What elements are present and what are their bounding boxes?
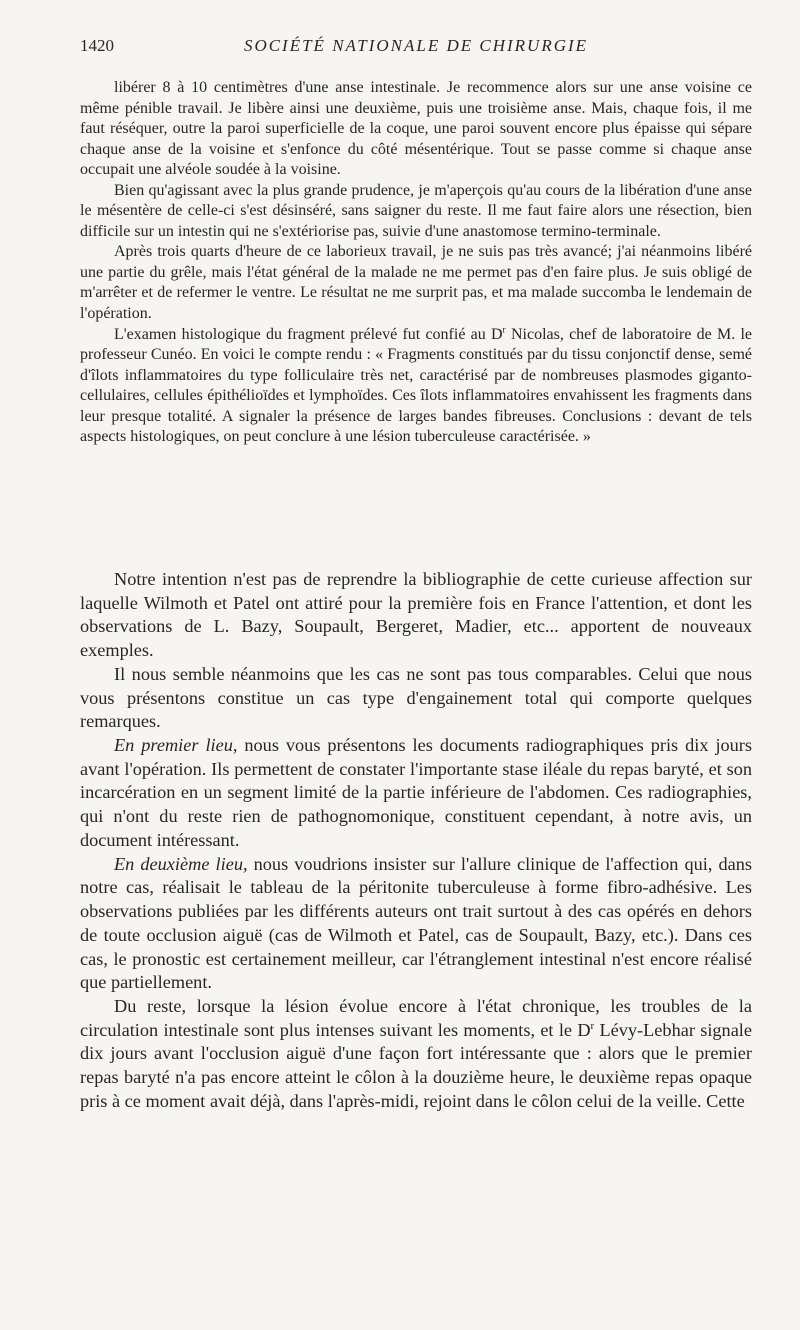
page-header <box>80 36 752 60</box>
paragraph: Notre intention n'est pas de reprendre la bibliographie de cette curieuse affection sur laquelle Wilmoth et Patel ont attiré pour la première fois en France l'attention, et dont les observations de L. Bazy, Soupault, Bergeret, Madier, etc... apportent de nouveaux exemples. <box>80 569 752 661</box>
italic-lead: En premier lieu <box>114 735 233 756</box>
superscript: r <box>590 1019 595 1032</box>
paragraph: Bien qu'agissant avec la plus grande prudence, je m'aperçois qu'au cours de la libération d'une anse le mésentère de celle-ci s'est désinséré, sans saigner du reste. Il me faut faire alors une résection, bien difficile sur un intestin qui ne s'extériorise pas, suivie d'une anastomose termino-terminale. <box>80 181 752 240</box>
text-run: , nous vous présentons les documents radiographiques pris dix jours avant l'opération. Ils permettent de constater l'importante stase iléale du repas baryté, et son incarcération en un segment limité de la partie inférieure de l'abdomen. Ces radiographies, qui n'ont du reste rien de pathognomonique, constituent cependant, à notre avis, un document intéressant. <box>80 735 753 850</box>
text-run: Lévy-Lebhar signale dix jours avant l'occlusion aiguë d'une façon fort intéressante que : alors que le premier repas baryté n'a pas encore atteint le côlon à la douzième heure, le deuxième repas opaque pris à ce moment avait déjà, dans l'après-midi, rejoint dans le côlon celui de la veille. Cette <box>80 1019 752 1111</box>
page-number: 1420 <box>80 36 114 55</box>
paragraph <box>80 853 752 995</box>
paragraph <box>80 734 752 853</box>
paragraph: Après trois quarts d'heure de ce laborieux travail, je ne suis pas très avancé; j'ai néanmoins libéré une partie du grêle, mais l'état général de la malade ne me permet pas d'en faire plus. Je suis obligé de m'arrêter et de refermer le ventre. Le résultat ne me surprit pas, et ma malade succomba le lendemain de l'opération. <box>80 243 752 323</box>
text-run: L'examen histologique du fragment prélevé fut confié au D <box>114 325 503 343</box>
text-run: Nicolas, chef de laboratoire de M. le professeur Cunéo. En voici le compte rendu : « Fragments constitués par du tissu conjonctif dense, semé d'îlots inflammatoires du type folliculaire très net, caractérisé par de nombreuses plasmodes giganto-cellulaires, cellules épithélioïdes et lymphoïdes. Ces îlots inflammatoires envahissent les fragments dans leur presque totalité. A signaler la présence de larges bandes fibreuses. Conclusions : devant de tels aspects histologiques, on peut conclure à une lésion tuberculeuse caractérisée. » <box>80 325 752 446</box>
paragraph: libérer 8 à 10 centimètres d'une anse intestinale. Je recommence alors sur une anse voisine ce même pénible travail. Je libère ainsi une deuxième, puis une troisième anse. Mais, chaque fois, il me faut réséquer, outre la paroi superficielle de la coque, une paroi souvent encore plus épaisse qui sépare chaque anse de la voisine et s'enfonce du côté mésentérique. Tout se passe comme si chaque anse occupait une alvéole soudée à la voisine. <box>80 79 752 179</box>
text-run: , nous voudrions insister sur l'allure clinique de l'affection qui, dans notre cas, réalisait le tableau de la péritonite tuberculeuse à forme fibro-adhésive. Les observations publiées par les différents auteurs ont trait surtout à des cas opérés en dehors de toute occlusion aiguë (cas de Wilmoth et Patel, cas de Soupault, Bazy, etc.). Dans ces cas, le pronostic est certainement meilleur, car l'étranglement intestinal n'est encore réalisé que partiellement. <box>80 853 753 993</box>
running-title: SOCIÉTÉ NATIONALE DE CHIRURGIE <box>243 36 589 55</box>
paragraph: Il nous semble néanmoins que les cas ne sont pas tous comparables. Celui que nous vous présentons constitue un cas type d'engainement total qui comporte quelques remarques. <box>80 663 752 732</box>
superscript: r <box>502 324 506 336</box>
italic-lead: En deuxième lieu <box>114 853 243 874</box>
case-report-text <box>80 78 752 448</box>
paragraph <box>80 995 752 1114</box>
text-run: Du reste, lorsque la lésion évolue encore à l'état chronique, les troubles de la circulation intestinale sont plus intenses suivant les moments, et le D <box>80 995 752 1040</box>
discussion-text <box>80 568 752 1114</box>
paragraph <box>80 325 752 448</box>
